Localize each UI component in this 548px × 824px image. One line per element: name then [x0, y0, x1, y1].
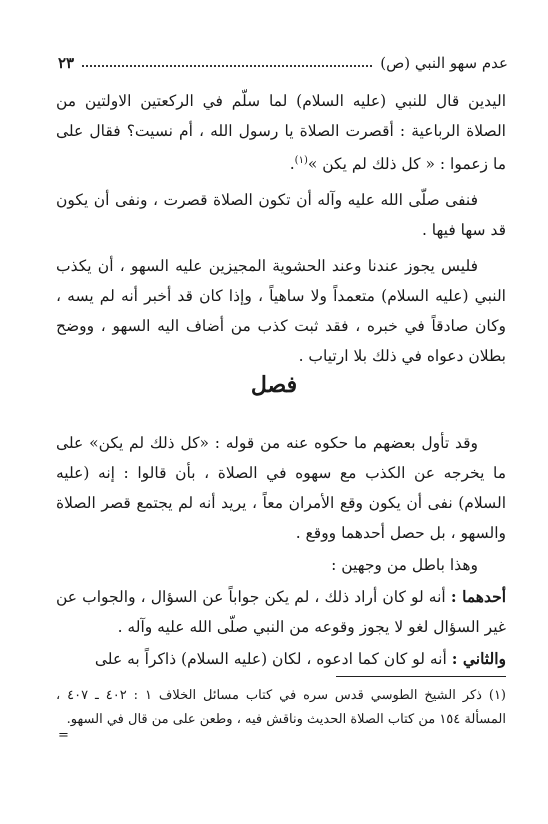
- second-point-lead: والثاني :: [451, 649, 506, 668]
- first-point: [56, 582, 506, 642]
- section-paragraph-2: وهذا باطل من وجهين :: [331, 556, 478, 574]
- footnotes: [56, 684, 506, 732]
- footnote-1: (١) ذكر الشيخ الطوسي قدس سره في كتاب مسائل الخلاف ١ : ٤٠٢ ـ ٤٠٧ ، المسألة ١٥٤ من كتاب الصلاة الحديث وناقش فيه ، وطعن على من قال في السهو.: [56, 688, 506, 727]
- section-paragraph-1: وقد تأول بعضهم ما حكوه عنه من قوله : «كل ذلك لم يكن» على ما يخرجه عن الكذب مع سهوه في الصلاة ، بأن قالوا : إنه (عليه السلام) نفى أن يكون وقع الأمران معاً ، يريد أنه لم يجتمع قصر الصلاة والسهو ، بل حصل أحدهما ووقع .: [56, 434, 506, 542]
- footnote-reference[interactable]: (١): [294, 155, 308, 166]
- page-number: ٢٣: [58, 54, 75, 72]
- page-header: [58, 52, 508, 74]
- second-point: [56, 644, 506, 674]
- second-point-text: أنه لو كان كما ادعوه ، لكان (عليه السلام) ذاكراً به على: [94, 650, 452, 668]
- running-title: عدم سهو النبي (ص): [380, 54, 508, 72]
- body-text: [56, 86, 506, 377]
- first-point-lead: أحدهما :: [450, 587, 506, 606]
- section-heading: فصل: [250, 372, 298, 398]
- paragraph-1-end: .: [289, 155, 295, 174]
- paragraph-1-text: اليدين قال للنبي (عليه السلام) لما سلّم في الركعتين الاولتين من الصلاة الرباعية : أقصرت الصلاة يا رسول الله ، أم نسيت؟ فقال على ما زعموا : « كل ذلك لم يكن »: [56, 92, 506, 174]
- paragraph-1: [56, 86, 506, 179]
- continuation-marker: =: [58, 728, 69, 743]
- footnote-divider: [336, 676, 506, 677]
- header-dot-leader: [82, 65, 372, 67]
- first-point-text: أنه لو كان أراد ذلك ، لم يكن جواباً عن السؤال ، والجواب عن غير السؤال لغو لا يجوز وقوعه من النبي صلّى الله عليه وآله .: [56, 588, 506, 636]
- paragraph-2: فنفى صلّى الله عليه وآله أن تكون الصلاة قصرت ، ونفى أن يكون قد سها فيها .: [56, 191, 506, 240]
- paragraph-3: فليس يجوز عندنا وعند الحشوية المجيزين عليه السهو ، أن يكذب النبي (عليه السلام) متعمداً ولا ساهياً ، وإذا كان قد أخبر أنه لم يسه ، وكان صادقاً في خبره ، فقد ثبت كذب من أضاف اليه السهو ، ووضح بطلان دعواه في ذلك بلا ارتياب .: [56, 257, 506, 366]
- section-text: [56, 428, 506, 676]
